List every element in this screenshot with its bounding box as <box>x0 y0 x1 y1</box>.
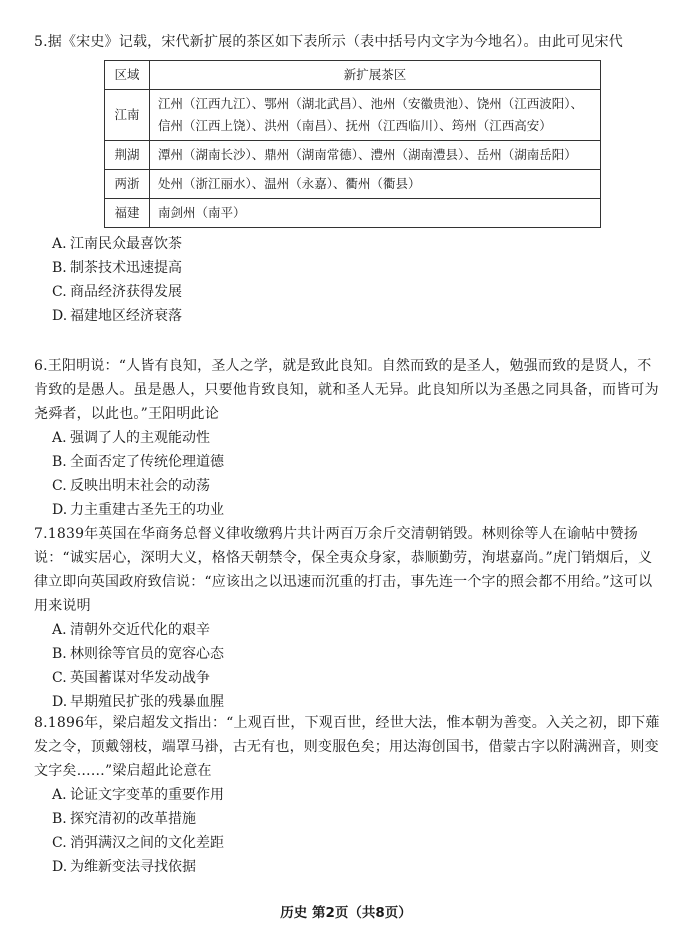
table-cell-areas: 潭州（湖南长沙）、鼎州（湖南常德）、澧州（湖南澧县）、岳州（湖南岳阳） <box>150 141 601 170</box>
table-row <box>105 90 601 141</box>
option-text: 消弭满汉之间的文化差距 <box>70 835 224 851</box>
option-c[interactable] <box>52 280 664 304</box>
option-letter: A. <box>52 430 67 446</box>
question-6-stem: 6.王阳明说：“人皆有良知，圣人之学，就是致此良知。自然而致的是圣人，勉强而致的是贤人，不肯致的是愚人。虽是愚人，只要他肯致良知，就和圣人无异。此良知所以为圣愚之同具备，而皆可为尧舜者，以此也。”王阳明此论 <box>34 358 659 422</box>
table-row <box>105 170 601 199</box>
option-letter: D. <box>52 502 68 518</box>
option-a[interactable] <box>52 426 664 450</box>
option-text: 探究清初的改革措施 <box>70 811 196 827</box>
table-cell-region: 福建 <box>105 199 150 228</box>
table-row <box>105 141 601 170</box>
option-text: 福建地区经济衰落 <box>70 308 182 324</box>
option-letter: C. <box>52 835 67 851</box>
option-text: 清朝外交近代化的艰辛 <box>70 622 210 638</box>
option-text: 强调了人的主观能动性 <box>70 430 210 446</box>
table-cell-areas: 江州（江西九江）、鄂州（湖北武昌）、池州（安徽贵池）、饶州（江西波阳）、信州（江西上饶）、洪州（南昌）、抚州（江西临川）、筠州（江西高安） <box>150 90 601 141</box>
option-letter: A. <box>52 787 67 803</box>
table-cell-region: 江南 <box>105 90 150 141</box>
option-letter: A. <box>52 236 67 252</box>
option-d[interactable] <box>52 855 664 879</box>
table-cell-region: 两浙 <box>105 170 150 199</box>
option-c[interactable] <box>52 831 664 855</box>
option-letter: A. <box>52 622 67 638</box>
option-d[interactable] <box>52 498 664 522</box>
option-text: 英国蓄谋对华发动战争 <box>70 670 210 686</box>
table-header-areas: 新扩展茶区 <box>150 61 601 90</box>
option-c[interactable] <box>52 474 664 498</box>
question-8-stem: 8.1896年，梁启超发文指出：“上观百世，下观百世，经世大法，惟本朝为善变。入关之初，即下薙发之令，顶戴翎枝，端罩马褂，古无有也，则变服色矣；用达海创国书，借蒙古字以附满洲音，则变文字矣……”梁启超此论意在 <box>34 715 660 779</box>
option-text: 力主重建古圣先王的功业 <box>70 502 224 518</box>
table-row <box>105 199 601 228</box>
question-5-stem: 5.据《宋史》记载，宋代新扩展的茶区如下表所示（表中括号内文字为今地名）。由此可见宋代 <box>34 34 623 50</box>
option-text: 林则徐等官员的宽容心态 <box>70 646 224 662</box>
option-d[interactable] <box>52 304 664 328</box>
table-cell-region: 荆湖 <box>105 141 150 170</box>
option-letter: D. <box>52 694 68 710</box>
table-cell-areas: 处州（浙江丽水）、温州（永嘉）、衢州（衢县） <box>150 170 601 199</box>
table-header-row <box>105 61 601 90</box>
option-text: 江南民众最喜饮茶 <box>70 236 182 252</box>
question-7 <box>34 522 664 714</box>
option-letter: B. <box>52 811 67 827</box>
option-text: 反映出明末社会的动荡 <box>70 478 210 494</box>
tea-region-table <box>104 60 601 228</box>
option-a[interactable] <box>52 232 664 256</box>
question-5 <box>34 30 664 328</box>
option-a[interactable] <box>52 618 664 642</box>
option-letter: C. <box>52 284 67 300</box>
question-7-stem: 7.1839年英国在华商务总督义律收缴鸦片共计两百万余斤交清朝销毁。林则徐等人在谕帖中赞扬说：“诚实居心，深明大义，格恪天朝禁令，保全夷众身家，恭顺勤劳，洵堪嘉尚。”虎门销烟后，义律立即向英国政府致信说：“应该出之以迅速而沉重的打击，事先连一个字的照会都不用给。”这可以用来说明 <box>34 526 653 614</box>
option-c[interactable] <box>52 666 664 690</box>
question-8 <box>34 711 664 879</box>
page-footer: 历史 第2页（共8页） <box>280 905 412 921</box>
option-letter: B. <box>52 454 67 470</box>
option-b[interactable] <box>52 807 664 831</box>
option-text: 全面否定了传统伦理道德 <box>70 454 224 470</box>
option-text: 为维新变法寻找依据 <box>70 859 196 875</box>
option-letter: B. <box>52 646 67 662</box>
option-letter: D. <box>52 859 68 875</box>
option-text: 制茶技术迅速提高 <box>70 260 182 276</box>
table-cell-areas: 南剑州（南平） <box>150 199 601 228</box>
option-b[interactable] <box>52 450 664 474</box>
option-text: 早期殖民扩张的残暴血腥 <box>70 694 224 710</box>
option-b[interactable] <box>52 642 664 666</box>
option-letter: D. <box>52 308 68 324</box>
option-b[interactable] <box>52 256 664 280</box>
table-header-region: 区域 <box>105 61 150 90</box>
option-letter: C. <box>52 670 67 686</box>
option-text: 商品经济获得发展 <box>70 284 182 300</box>
option-letter: B. <box>52 260 67 276</box>
option-letter: C. <box>52 478 67 494</box>
option-a[interactable] <box>52 783 664 807</box>
question-6 <box>34 354 664 522</box>
option-text: 论证文字变革的重要作用 <box>70 787 224 803</box>
